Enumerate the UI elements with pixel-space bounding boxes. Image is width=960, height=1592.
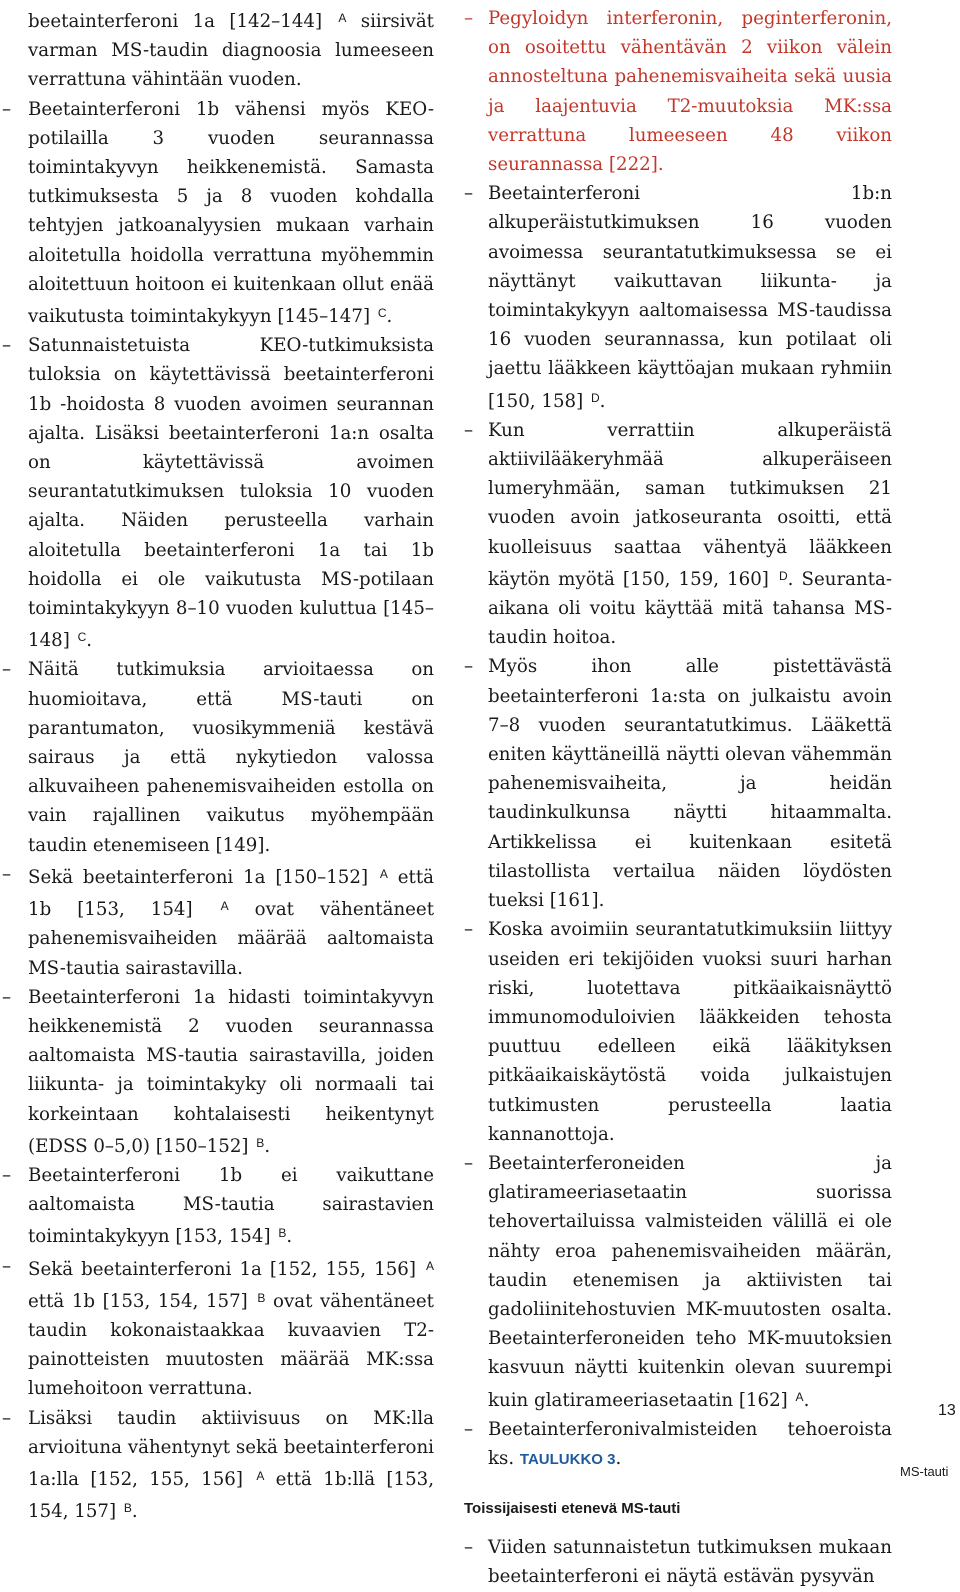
bullet-text-end: . Seuranta-aikana oli voitu käyttää mitä tahansa MS-taudin hoitoa.: [488, 568, 892, 649]
list-item: [2, 1404, 434, 1527]
intro-text-cont: siirsivät varman MS-taudin diagnoosia lumeeseen verrattuna vähintään vuoden.: [28, 11, 434, 91]
list-item: [2, 1161, 434, 1252]
section-heading: Toissijaisesti etenevä MS-tauti: [464, 1500, 681, 1518]
bullet-text-end: ovat vähentäneet pahenemisvaiheiden määrää aaltomaista MS-tautia sairastavilla.: [28, 899, 434, 979]
list-item: [464, 915, 892, 1149]
dash-bullet-icon: –: [2, 1255, 12, 1277]
bullet-text-end: .: [286, 1226, 293, 1248]
dash-bullet-icon: –: [464, 919, 474, 941]
evidence-grade: C: [77, 630, 87, 645]
evidence-grade: A: [379, 866, 388, 881]
bullet-text-end: .: [615, 1447, 622, 1469]
table-reference-link[interactable]: TAULUKKO 3: [519, 1450, 616, 1468]
evidence-grade: D: [778, 568, 788, 583]
dash-bullet-icon: –: [2, 335, 12, 357]
dash-bullet-icon: –: [464, 1537, 474, 1559]
bullet-text: Beetainterferoni 1a hidasti toimintakyvyn heikkenemistä 2 vuoden seurannassa aaltomaista MS-tautia sairastavilla, joiden liikunta- ja toimintakyky oli normaali tai korkeintaan kohtalaisesti heikentynyt (EDSS 0–5,0) [150–152]: [28, 986, 434, 1157]
bullet-text: Näitä tutkimuksia arvioitaessa on huomioitava, että MS-tauti on parantumaton, vuosikymmeniä kestävä sairaus ja että nykytiedon valossa alkuvaiheen pahenemisvaiheiden estolla on vain rajallinen vaikutus myöhempään taudin etenemiseen [149].: [28, 659, 434, 856]
bullet-text: Kun verrattiin alkuperäistä aktiivilääkeryhmää alkuperäiseen lumeryhmään, saman tutkimuksen 21 vuoden avoin jatkoseuranta osoitti, että kuolleisuus saattaa vähentyä lääkkeen käytön myötä [150, 159, 160]: [488, 419, 892, 590]
list-item: [464, 1415, 892, 1474]
evidence-grade: B: [278, 1226, 287, 1241]
dash-bullet-icon: –: [464, 1418, 474, 1440]
left-intro-paragraph: [28, 4, 434, 95]
evidence-grade: B: [257, 1290, 266, 1305]
evidence-grade: A: [795, 1389, 804, 1404]
list-item: [464, 652, 892, 915]
evidence-grade: A: [220, 899, 229, 914]
bullet-text-end: .: [599, 390, 606, 412]
bullet-text-end: .: [131, 1501, 138, 1523]
bullet-text: Satunnaistetuista KEO-tutkimuksista tuloksia on käytettävissä beetainterferoni 1b -hoidosta 8 vuoden avoimen seurannan ajalta. Lisäksi beetainterferoni 1a:n osalta on käytettävissä avoimen seurantatutkimuksen tuloksia 10 vuoden ajalta. Näiden perusteella varhain aloitetulla beetainterferoni 1a tai 1b hoidolla ei ole vaikutusta MS-potilaan toimintakykyyn 8–10 vuoden kuluttua [145–148]: [28, 335, 434, 652]
dash-bullet-icon: –: [2, 986, 12, 1008]
bullet-text: Beetainterferoneiden ja glatirameeriasetaatin suorissa tehovertailuissa valmisteiden välillä ei ole nähty eroa pahenemisvaiheiden määrän, taudin etenemisen ja aktiivisten tai gadoliinitehostuvien MK-muutosten osalta. Beetainterferoneiden teho MK-muutoksien kasvuun näytti kuitenkin olevan suurempi kuin glatirameeriasetaatin [162]: [488, 1152, 892, 1411]
list-item: [2, 860, 434, 983]
bullet-text-end: .: [264, 1135, 271, 1157]
dash-bullet-icon: –: [2, 659, 12, 681]
evidence-grade: A: [425, 1258, 434, 1273]
dash-bullet-icon: –: [464, 1152, 474, 1174]
list-item: [2, 95, 434, 332]
bullet-text: Pegyloidyn interferonin, peginterferonin, on osoitettu vähentävän 2 viikon välein annosteltuna pahenemisvaiheita sekä uusia ja laajentuvia T2-muutoksia MK:ssa verrattuna lumeeseen 48 viikon seurannassa [222].: [488, 8, 892, 176]
dash-bullet-icon: –: [2, 863, 12, 885]
list-item-highlighted: [464, 4, 892, 179]
dash-bullet-icon: –: [464, 419, 474, 441]
bullet-text: Sekä beetainterferoni 1a [150–152]: [28, 866, 378, 888]
footer-label: MS-tauti: [900, 1464, 949, 1479]
bullet-text-end: ovat vähentäneet taudin kokonaistaakkaa kuvaavien T2-painotteisten muutosten määrää MK:ssa lumehoitoon verrattuna.: [28, 1290, 434, 1400]
list-item: [464, 1149, 892, 1415]
list-item: [464, 416, 892, 653]
bullet-text: Beetainterferoni 1b vähensi myös KEO-potilailla 3 vuoden seurannassa toimintakyvyn heikkenemistä. Samasta tutkimuksesta 5 ja 8 vuoden kohdalla tehtyjen jatkoanalyysien mukaan varhain aloitetulla hoidolla verrattuna myöhemmin aloitettuun hoitoon ei kuitenkaan ollut enää vaikutusta toimintakykyyn [145–147]: [28, 98, 434, 328]
bullet-text-end: .: [803, 1389, 810, 1411]
left-column: [2, 4, 434, 1526]
bullet-text: Beetainterferoni 1b ei vaikuttane aaltomaista MS-tautia sairastavien toimintakykyyn [153, 154]: [28, 1164, 434, 1248]
bullet-text-end: .: [86, 630, 93, 652]
evidence-grade: A: [256, 1468, 265, 1483]
bullet-text: Viiden satunnaistetun tutkimuksen mukaan beetainterferoni ei näytä estävän pysyvän: [488, 1537, 892, 1588]
bullet-text: Lisäksi taudin aktiivisuus on MK:lla arvioituna vähentynyt sekä beetainterferoni 1a:lla [152, 155, 156]: [28, 1407, 434, 1490]
dash-bullet-icon: –: [2, 1164, 12, 1186]
evidence-grade: B: [256, 1135, 265, 1150]
bullet-text-cont: että 1b:llä [153, 154, 157]: [28, 1468, 434, 1523]
list-item: [464, 1533, 892, 1591]
bullet-text: Myös ihon alle pistettävästä beetainterferoni 1a:sta on julkaistu avoin 7–8 vuoden seurantatutkimus. Lääkettä eniten käyttäneillä näytti olevan vähemmän pahenemisvaiheita, ja heidän taudinkulkunsa näytti hitaammalta. Artikkelissa ei kuitenkaan esitetä tilastollista vertailua näiden löydösten tueksi [161].: [488, 656, 892, 912]
evidence-grade: C: [377, 306, 387, 321]
list-item: [464, 179, 892, 416]
evidence-grade: B: [123, 1501, 132, 1516]
dash-bullet-icon: –: [2, 98, 12, 120]
page-number: 13: [938, 1402, 956, 1419]
bullet-text-cont: että 1b [153, 154]: [28, 866, 434, 921]
list-item: [2, 331, 434, 655]
dash-bullet-icon: –: [2, 1407, 12, 1429]
list-item: [2, 655, 434, 859]
list-item: [2, 1252, 434, 1404]
bullet-text: Beetainterferoni 1b:n alkuperäistutkimuksen 16 vuoden avoimessa seurantatutkimuksessa se ei näyttänyt vaikuttavan liikunta- ja toimintakykyyn aaltomaisessa MS-taudissa 16 vuoden seurannassa, kun potilaat oli jaettu lääkkeen käyttöajan mukaan ryhmiin [150, 158]: [488, 183, 892, 412]
intro-text: beetainterferoni 1a [142–144]: [28, 11, 337, 32]
evidence-grade: A: [338, 11, 347, 25]
evidence-grade: D: [590, 390, 600, 405]
dash-bullet-icon: –: [464, 656, 474, 678]
bullet-text-cont: että 1b [153, 154, 157]: [28, 1290, 256, 1312]
bullet-text: Koska avoimiin seurantatutkimuksiin liittyy useiden eri tekijöiden vuoksi suuri harhan riski, luotettava pitkäaikaisnäyttö immunomoduloivien lääkkeiden tehosta puuttuu edelleen eikä lääkityksen pitkäaikaiskäytöstä voida julkaistujen tutkimusten perusteella laatia kannanottoja.: [488, 919, 892, 1145]
bullet-text: Beetainterferonivalmisteiden tehoeroista ks.: [488, 1418, 892, 1469]
right-column: [464, 4, 892, 1592]
bullet-text-end: .: [386, 306, 393, 328]
dash-bullet-icon: –: [464, 183, 474, 205]
bullet-text: Sekä beetainterferoni 1a [152, 155, 156]: [28, 1258, 424, 1280]
list-item: [2, 983, 434, 1161]
dash-bullet-icon: –: [464, 8, 474, 29]
